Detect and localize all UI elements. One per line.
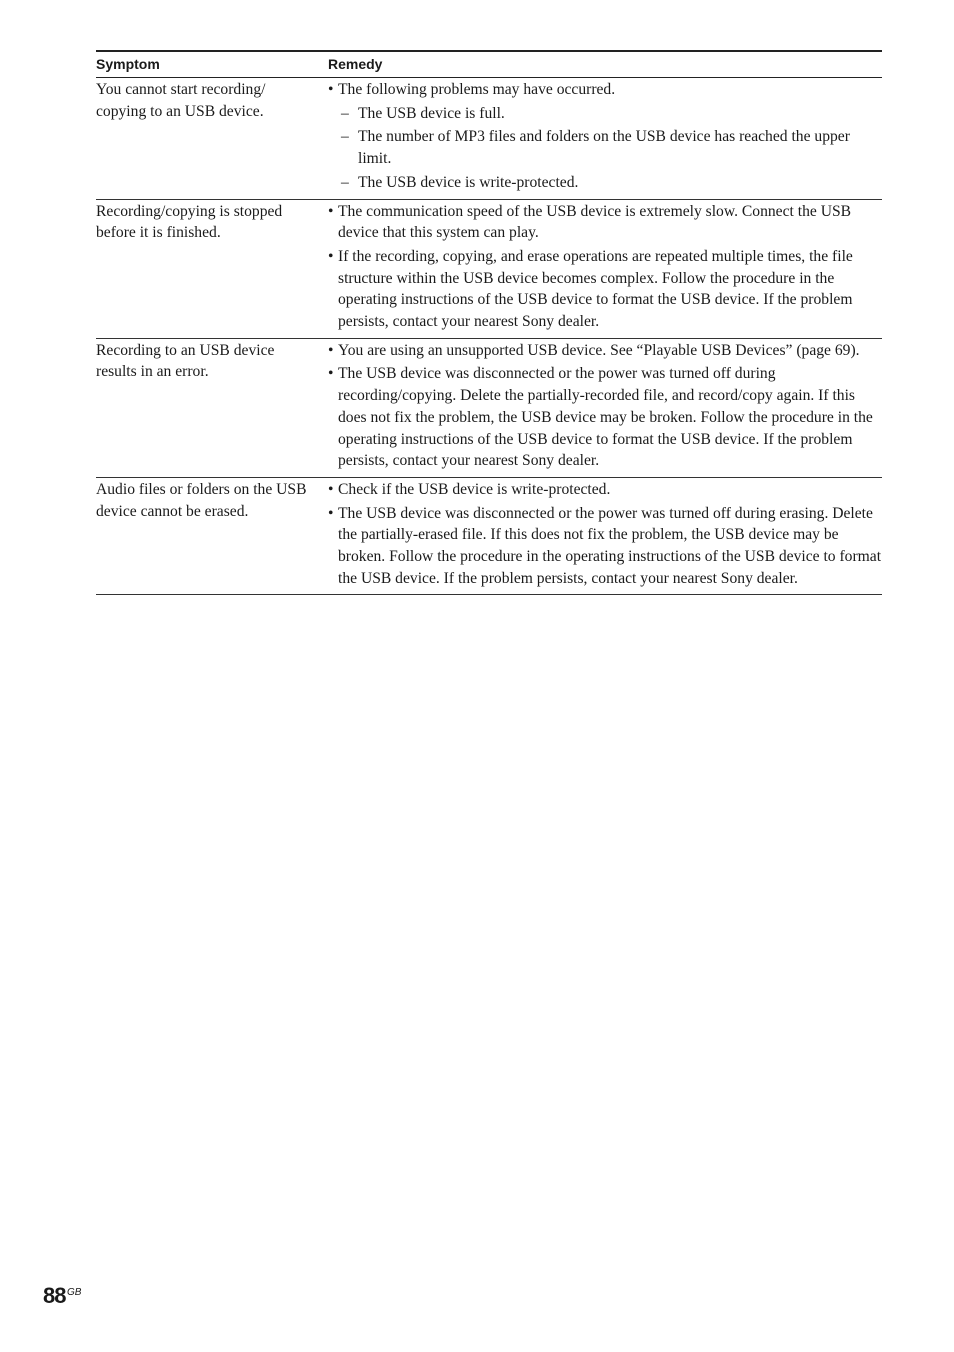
page-language-suffix: GB	[67, 1287, 82, 1298]
table-row	[96, 78, 882, 200]
table-header-row	[96, 51, 882, 78]
remedy-list	[328, 479, 882, 590]
remedy-cell	[328, 199, 882, 338]
symptom-cell: Recording to an USB device results in an error.	[96, 338, 328, 477]
page-number: 88	[43, 1283, 66, 1308]
remedy-text: The following problems may have occurred.	[338, 81, 616, 98]
remedy-cell	[328, 338, 882, 477]
remedy-cell	[328, 477, 882, 595]
symptom-cell: Audio files or folders on the USB device cannot be erased.	[96, 477, 328, 595]
symptom-cell: Recording/copying is stopped before it is finished.	[96, 199, 328, 338]
table-row	[96, 338, 882, 477]
remedy-item: • The communication speed of the USB device is extremely slow. Connect the USB device that this system can play.	[328, 201, 882, 244]
table-row	[96, 477, 882, 595]
remedy-item: • Check if the USB device is write-protected.	[328, 479, 882, 501]
remedy-item	[328, 79, 882, 194]
remedy-cell	[328, 78, 882, 200]
remedy-item: • You are using an unsupported USB device. See “Playable USB Devices” (page 69).	[328, 340, 882, 362]
remedy-item: • The USB device was disconnected or the power was turned off during erasing. Delete the partially-erased file. If this does not fix the problem, the USB device may be broken. Follow the procedure in the operating instructions of the USB device to format the USB device. If the problem persists, contact your nearest Sony dealer.	[328, 503, 882, 590]
cause-item: – The USB device is full.	[338, 103, 882, 125]
remedy-list	[328, 201, 882, 333]
cause-item: – The USB device is write-protected.	[338, 172, 882, 194]
symptom-cell: You cannot start recording/ copying to an USB device.	[96, 78, 328, 200]
remedy-item: • The USB device was disconnected or the power was turned off during recording/copying. Delete the partially-recorded file, and record/copy again. If this does not fix the problem, the USB device may be broken. Follow the procedure in the operating instructions of the USB device to format the USB device. If the problem persists, contact your nearest Sony dealer.	[328, 363, 882, 472]
remedy-item: • If the recording, copying, and erase operations are repeated multiple times, the file structure within the USB device becomes complex. Follow the procedure in the operating instructions of the USB device to format the USB device. If the problem persists, contact your nearest Sony dealer.	[328, 246, 882, 333]
table-row	[96, 199, 882, 338]
remedy-list	[328, 340, 882, 472]
cause-item: – The number of MP3 files and folders on the USB device has reached the upper limit.	[338, 126, 882, 169]
troubleshooting-table	[96, 50, 882, 595]
symptom-column-header: Symptom	[96, 51, 328, 78]
cause-list	[338, 103, 882, 194]
remedy-list	[328, 79, 882, 194]
remedy-column-header: Remedy	[328, 51, 882, 78]
